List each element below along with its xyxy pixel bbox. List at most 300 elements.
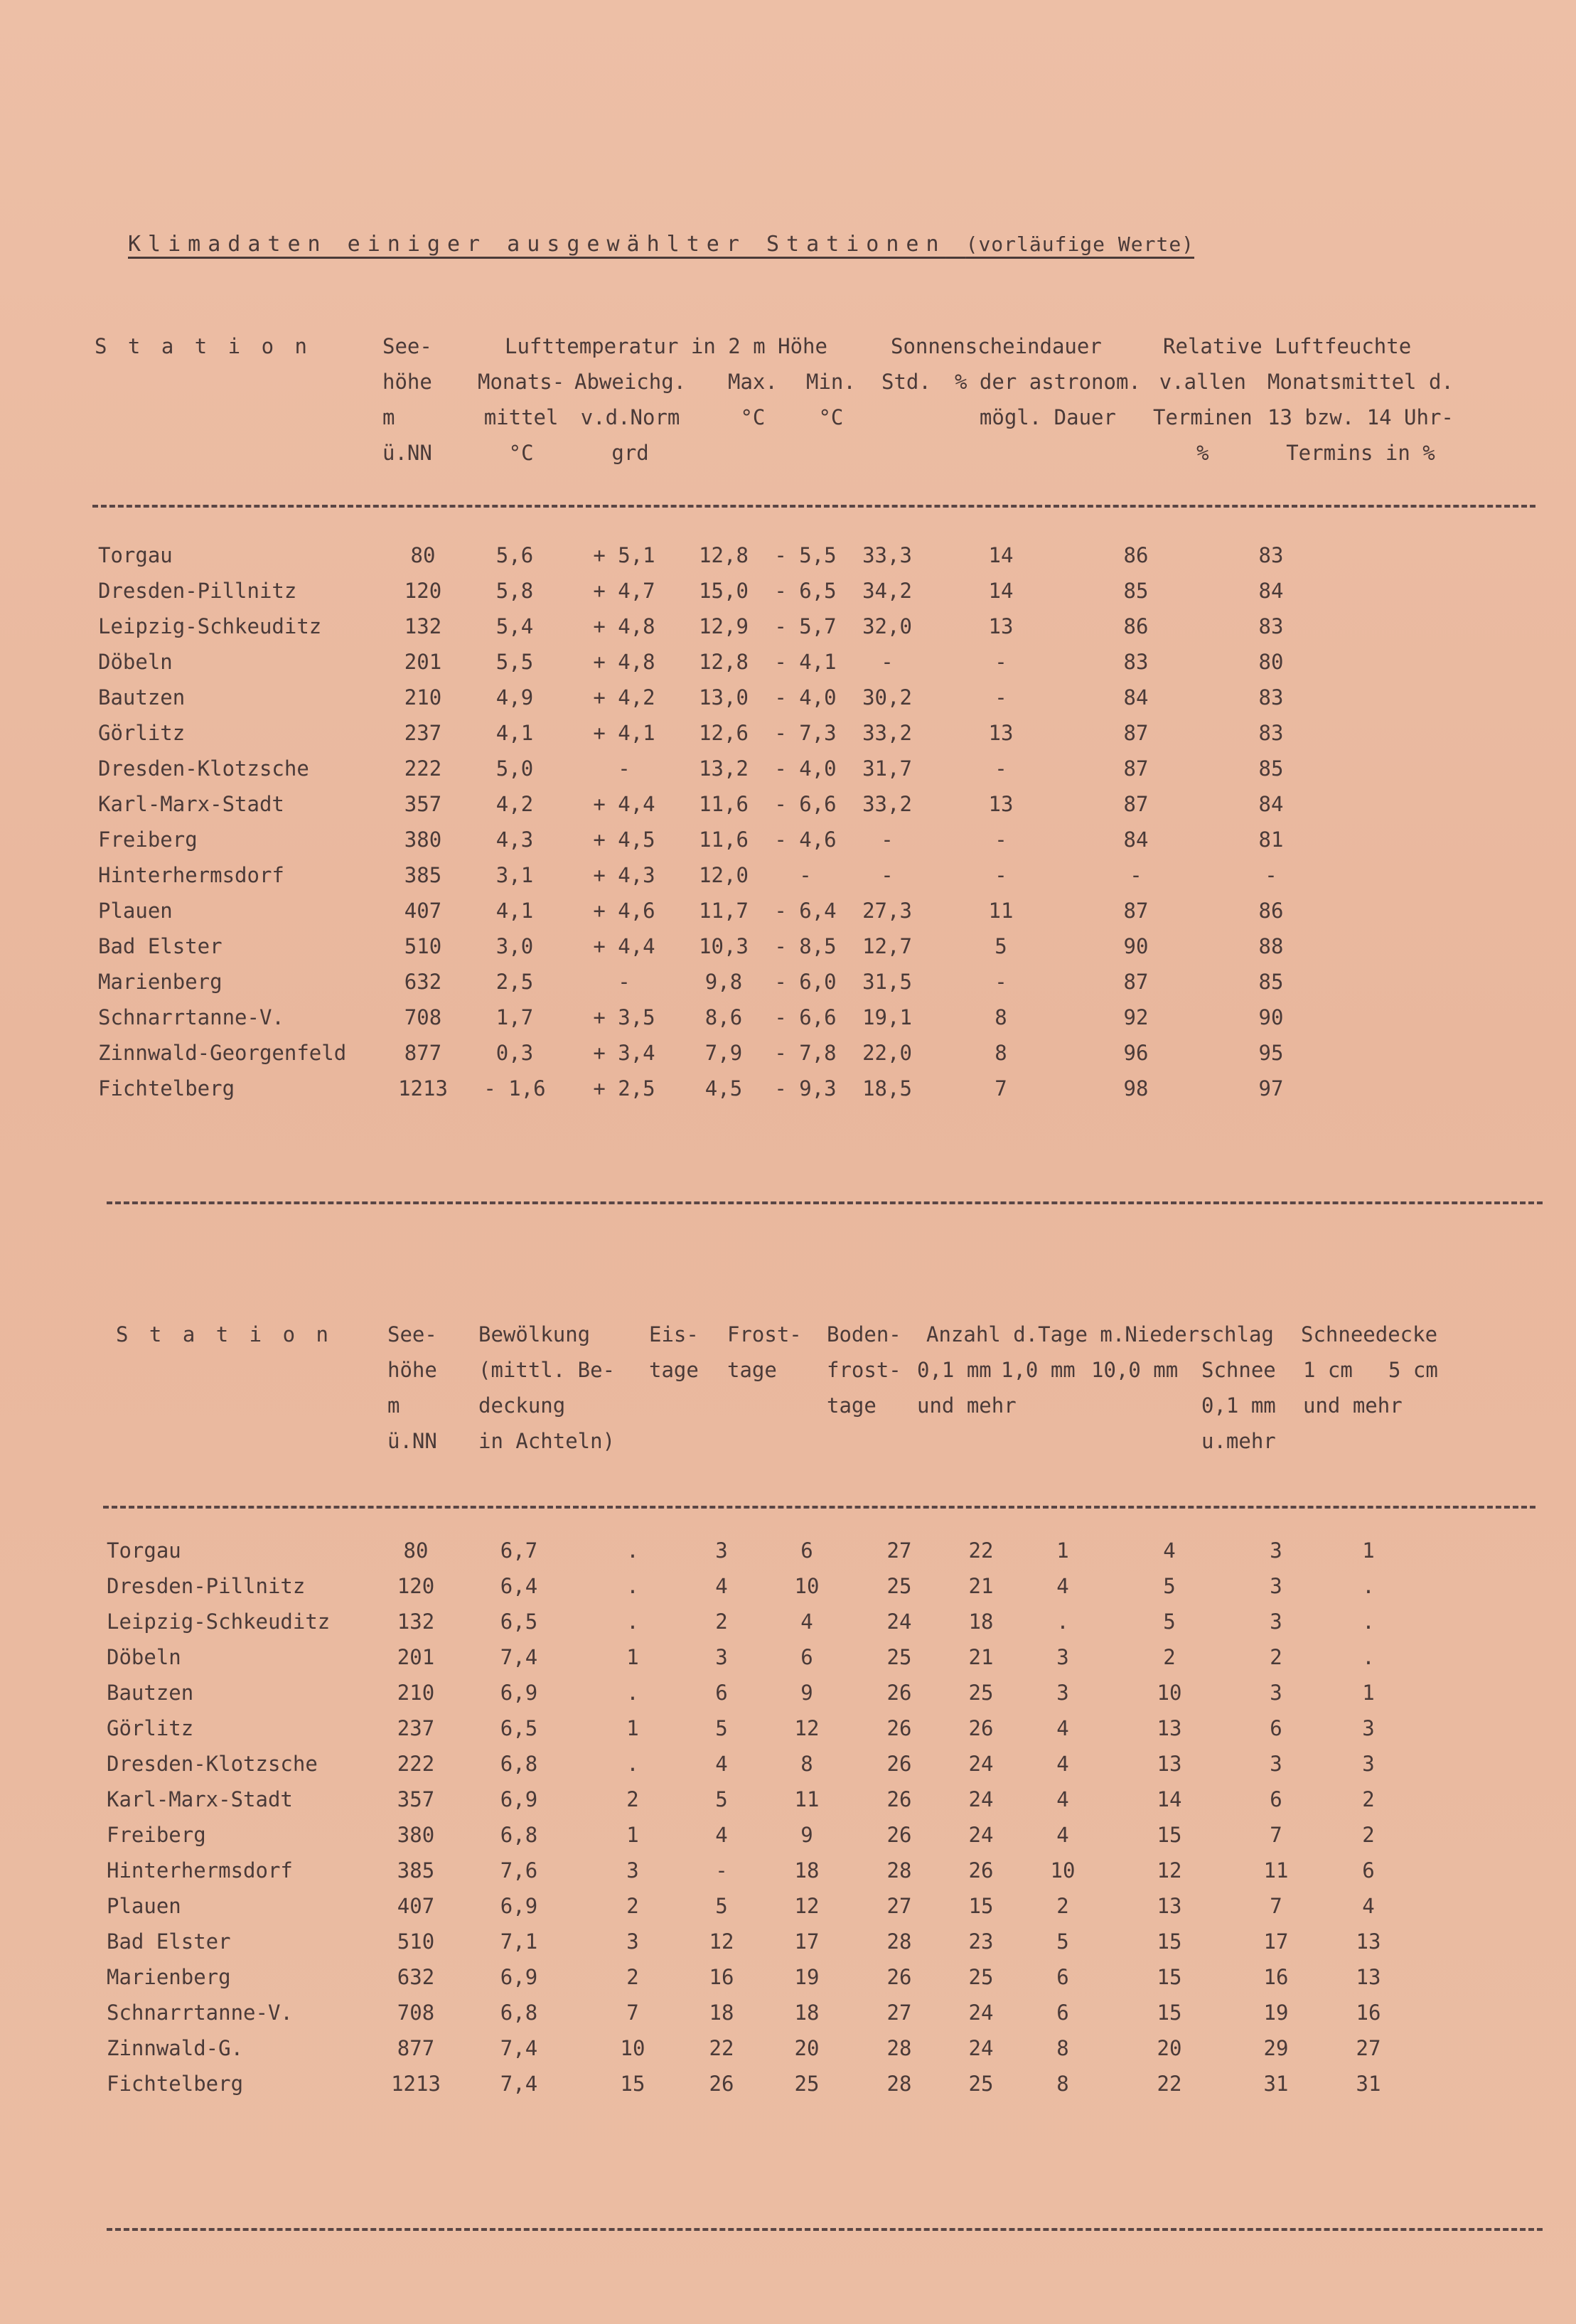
cell: 27,3 — [862, 899, 912, 923]
cell: - — [995, 650, 1007, 674]
cell: - 5,7 — [774, 614, 837, 638]
station-name: Karl-Marx-Stadt — [98, 792, 284, 816]
cell: 25 — [968, 2072, 994, 2096]
t2-h-sd-1: 1 cm und mehr — [1303, 1358, 1403, 1418]
cell: 87 — [1123, 792, 1149, 816]
station-name: Dresden-Klotzsche — [107, 1752, 318, 1776]
cell: 7,6 — [500, 1858, 538, 1883]
station-name: Hinterhermsdorf — [107, 1858, 293, 1883]
cell: 19 — [794, 1965, 820, 1989]
cell: 120 — [397, 1574, 435, 1598]
station-name: Dresden-Pillnitz — [107, 1574, 306, 1598]
cell: + 2,5 — [593, 1076, 655, 1101]
cell: - — [995, 970, 1007, 994]
station-name: Plauen — [107, 1894, 181, 1918]
section-separator — [107, 1201, 1543, 1204]
cell: 96 — [1123, 1041, 1149, 1065]
cell: 380 — [397, 1823, 435, 1847]
cell: - 4,0 — [774, 685, 837, 709]
cell: 0,3 — [495, 1041, 534, 1065]
station-name: Torgau — [98, 543, 173, 567]
cell: - 6,4 — [774, 899, 837, 923]
cell: 24 — [968, 2001, 994, 2025]
cell: 85 — [1258, 970, 1284, 994]
cell: 3 — [626, 1929, 639, 1954]
cell: 5,0 — [495, 756, 534, 781]
cell: 407 — [397, 1894, 435, 1918]
cell: 3 — [715, 1538, 728, 1563]
t2-h-schneedecke: Schneedecke — [1301, 1322, 1438, 1346]
cell: 13 — [1356, 1965, 1381, 1989]
cell: 33,2 — [862, 792, 912, 816]
station-name: Bautzen — [107, 1681, 194, 1705]
cell: + 5,1 — [593, 543, 655, 567]
station-name: Dresden-Klotzsche — [98, 756, 309, 781]
cell: + 4,5 — [593, 828, 655, 852]
cell: 25 — [886, 1574, 912, 1598]
station-name: Fichtelberg — [98, 1076, 235, 1101]
cell: 80 — [1258, 650, 1284, 674]
t2-h-bodenfrost: Boden- frost- tage — [827, 1322, 901, 1418]
cell: 87 — [1123, 899, 1149, 923]
cell: 81 — [1258, 828, 1284, 852]
cell: 97 — [1258, 1076, 1284, 1101]
cell: 90 — [1258, 1005, 1284, 1029]
t2-h-ns-schnee: Schnee 0,1 mm u.mehr — [1201, 1358, 1276, 1453]
cell: 4 — [1056, 1752, 1069, 1776]
cell: 3 — [1270, 1610, 1282, 1634]
cell: 1 — [1362, 1538, 1375, 1563]
cell: 5 — [1163, 1574, 1176, 1598]
station-name: Döbeln — [107, 1645, 181, 1669]
cell: 6,7 — [500, 1538, 538, 1563]
station-name: Görlitz — [98, 721, 186, 745]
cell: 3 — [1270, 1574, 1282, 1598]
cell: 10 — [620, 2036, 645, 2060]
station-name: Bad Elster — [107, 1929, 231, 1954]
cell: - — [618, 970, 631, 994]
cell: 83 — [1258, 614, 1284, 638]
cell: 13 — [1157, 1752, 1182, 1776]
table-row — [98, 644, 1342, 680]
station-name: Schnarrtanne-V. — [107, 2001, 293, 2025]
cell: 5,4 — [495, 614, 534, 638]
cell: . — [626, 1610, 639, 1634]
station-name: Freiberg — [98, 828, 198, 852]
cell: 11,7 — [699, 899, 749, 923]
table-row — [98, 680, 1342, 715]
cell: 7 — [1270, 1894, 1282, 1918]
cell: - — [995, 685, 1007, 709]
cell: 3 — [1270, 1681, 1282, 1705]
cell: 5 — [715, 1716, 728, 1740]
cell: 6,5 — [500, 1610, 538, 1634]
cell: 6 — [715, 1681, 728, 1705]
cell: 4 — [715, 1574, 728, 1598]
cell: - — [881, 828, 894, 852]
cell: + 4,4 — [593, 934, 655, 958]
cell: + 3,5 — [593, 1005, 655, 1029]
cell: 11 — [988, 899, 1014, 923]
station-name: Fichtelberg — [107, 2072, 244, 2096]
cell: 11 — [1263, 1858, 1289, 1883]
cell: 4,5 — [704, 1076, 743, 1101]
cell: + 4,8 — [593, 614, 655, 638]
cell: 877 — [397, 2036, 435, 2060]
cell: 8,6 — [704, 1005, 743, 1029]
cell: 10 — [1157, 1681, 1182, 1705]
cell: 28 — [886, 1929, 912, 1954]
cell: - — [1130, 863, 1142, 887]
cell: 25 — [968, 1681, 994, 1705]
cell: 1213 — [398, 1076, 448, 1101]
t1-h-monatsmittel: Monats- mittel °C — [478, 370, 565, 465]
cell: 201 — [404, 650, 442, 674]
cell: 15 — [1157, 1965, 1182, 1989]
cell: 12,7 — [862, 934, 912, 958]
cell: 4,9 — [495, 685, 534, 709]
cell: . — [1056, 1610, 1069, 1634]
cell: 28 — [886, 1858, 912, 1883]
cell: 2 — [626, 1894, 639, 1918]
t1-h-sonnenschein: Sonnenscheindauer — [891, 334, 1102, 358]
cell: 7 — [626, 2001, 639, 2025]
cell: 26 — [886, 1716, 912, 1740]
t1-h-seehoehe: See- höhe m ü.NN — [382, 334, 432, 465]
cell: 6 — [800, 1538, 813, 1563]
cell: 877 — [404, 1041, 442, 1065]
cell: 26 — [886, 1787, 912, 1811]
table1-divider — [92, 505, 1535, 508]
cell: 6,9 — [500, 1681, 538, 1705]
cell: 5 — [995, 934, 1007, 958]
cell: 31 — [1356, 2072, 1381, 2096]
cell: 18,5 — [862, 1076, 912, 1101]
table-row — [107, 1782, 1415, 1817]
table-row — [98, 1071, 1342, 1106]
station-name: Leipzig-Schkeuditz — [107, 1610, 331, 1634]
cell: 19 — [1263, 2001, 1289, 2025]
cell: 1 — [626, 1823, 639, 1847]
cell: 9 — [800, 1823, 813, 1847]
cell: 11,6 — [699, 792, 749, 816]
cell: 7,1 — [500, 1929, 538, 1954]
cell: 33,3 — [862, 543, 912, 567]
cell: 5,8 — [495, 579, 534, 603]
cell: 31,7 — [862, 756, 912, 781]
t1-h-max: Max. °C — [728, 370, 778, 429]
station-name: Torgau — [107, 1538, 181, 1563]
table-row — [107, 1533, 1415, 1568]
cell: 2 — [1362, 1787, 1375, 1811]
cell: + 4,8 — [593, 650, 655, 674]
cell: - 5,5 — [774, 543, 837, 567]
cell: 4,2 — [495, 792, 534, 816]
t1-h-v-allen: v.allen Terminen % — [1153, 370, 1253, 465]
cell: 2 — [715, 1610, 728, 1634]
station-name: Zinnwald-G. — [107, 2036, 244, 2060]
title-text: Klimadaten einiger ausgewählter Stationen — [128, 232, 946, 257]
cell: 5 — [1163, 1610, 1176, 1634]
cell: 21 — [968, 1574, 994, 1598]
cell: 5 — [1056, 1929, 1069, 1954]
station-name: Zinnwald-Georgenfeld — [98, 1041, 347, 1065]
cell: 8 — [1056, 2072, 1069, 2096]
cell: 24 — [968, 1823, 994, 1847]
cell: 13 — [1356, 1929, 1381, 1954]
cell: 8 — [800, 1752, 813, 1776]
cell: 24 — [886, 1610, 912, 1634]
cell: 6,9 — [500, 1965, 538, 1989]
cell: 28 — [886, 2072, 912, 2096]
cell: 5,5 — [495, 650, 534, 674]
table-row — [107, 1959, 1415, 1995]
cell: 15,0 — [699, 579, 749, 603]
table2-divider — [103, 1506, 1535, 1509]
cell: 407 — [404, 899, 442, 923]
cell: + 4,1 — [593, 721, 655, 745]
cell: 86 — [1258, 899, 1284, 923]
cell: 2,5 — [495, 970, 534, 994]
table-row — [98, 857, 1342, 893]
cell: 27 — [886, 2001, 912, 2025]
cell: 237 — [404, 721, 442, 745]
cell: 210 — [397, 1681, 435, 1705]
cell: 4 — [1163, 1538, 1176, 1563]
cell: 11 — [794, 1787, 820, 1811]
cell: 8 — [995, 1005, 1007, 1029]
cell: 80 — [403, 1538, 429, 1563]
cell: 5 — [715, 1894, 728, 1918]
t2-h-ns-10: 1,0 mm — [1001, 1358, 1076, 1382]
cell: 1,7 — [495, 1005, 534, 1029]
station-name: Dresden-Pillnitz — [98, 579, 297, 603]
cell: 132 — [397, 1610, 435, 1634]
t2-h-seehoehe: See- höhe m ü.NN — [387, 1322, 437, 1453]
cell: + 4,4 — [593, 792, 655, 816]
cell: 86 — [1123, 614, 1149, 638]
t2-h-ns-100: 10,0 mm — [1091, 1358, 1179, 1382]
cell: 510 — [397, 1929, 435, 1954]
cell: . — [1362, 1610, 1375, 1634]
cell: 3 — [715, 1645, 728, 1669]
cell: 10 — [1050, 1858, 1076, 1883]
table-row — [98, 1035, 1342, 1071]
table-row — [98, 822, 1342, 857]
cell: 210 — [404, 685, 442, 709]
cell: - 7,8 — [774, 1041, 837, 1065]
cell: . — [626, 1681, 639, 1705]
cell: 6 — [1270, 1716, 1282, 1740]
cell: 13,0 — [699, 685, 749, 709]
cell: 708 — [404, 1005, 442, 1029]
cell: 1 — [626, 1645, 639, 1669]
cell: 22,0 — [862, 1041, 912, 1065]
cell: 90 — [1123, 934, 1149, 958]
cell: 13 — [988, 721, 1014, 745]
cell: 85 — [1123, 579, 1149, 603]
station-name: Marienberg — [98, 970, 223, 994]
cell: 7,4 — [500, 2036, 538, 2060]
cell: 18 — [709, 2001, 734, 2025]
cell: 32,0 — [862, 614, 912, 638]
cell: 83 — [1258, 543, 1284, 567]
cell: 27 — [886, 1538, 912, 1563]
cell: 2 — [626, 1787, 639, 1811]
cell: 7 — [1270, 1823, 1282, 1847]
table-row — [98, 928, 1342, 964]
cell: 9 — [800, 1681, 813, 1705]
cell: 25 — [886, 1645, 912, 1669]
cell: 632 — [404, 970, 442, 994]
cell: 7,4 — [500, 1645, 538, 1669]
cell: 3 — [1056, 1681, 1069, 1705]
cell: . — [626, 1538, 639, 1563]
table-row — [107, 1604, 1415, 1639]
cell: 6 — [1056, 2001, 1069, 2025]
cell: . — [1362, 1574, 1375, 1598]
table-row — [107, 1924, 1415, 1959]
cell: 88 — [1258, 934, 1284, 958]
cell: - — [881, 650, 894, 674]
cell: 87 — [1123, 721, 1149, 745]
cell: - 6,6 — [774, 792, 837, 816]
cell: 26 — [886, 1681, 912, 1705]
cell: 18 — [794, 2001, 820, 2025]
station-name: Schnarrtanne-V. — [98, 1005, 284, 1029]
cell: 15 — [1157, 2001, 1182, 2025]
cell: 86 — [1123, 543, 1149, 567]
cell: 3 — [1270, 1752, 1282, 1776]
cell: 11,6 — [699, 828, 749, 852]
cell: 22 — [1157, 2072, 1182, 2096]
cell: 8 — [1056, 2036, 1069, 2060]
cell: 14 — [988, 579, 1014, 603]
cell: 14 — [1157, 1787, 1182, 1811]
cell: 33,2 — [862, 721, 912, 745]
cell: 222 — [404, 756, 442, 781]
footer-separator — [107, 2228, 1543, 2231]
cell: - 7,3 — [774, 721, 837, 745]
cell: - 4,1 — [774, 650, 837, 674]
cell: 25 — [968, 1965, 994, 1989]
cell: 16 — [1263, 1965, 1289, 1989]
table-row — [107, 1746, 1415, 1782]
cell: 25 — [794, 2072, 820, 2096]
cell: 26 — [709, 2072, 734, 2096]
cell: 6 — [800, 1645, 813, 1669]
cell: 4,1 — [495, 721, 534, 745]
cell: 13 — [988, 792, 1014, 816]
cell: - 6,0 — [774, 970, 837, 994]
cell: 3 — [1270, 1538, 1282, 1563]
cell: 28 — [886, 2036, 912, 2060]
cell: 385 — [404, 863, 442, 887]
t2-h-station: S t a t i o n — [116, 1322, 333, 1346]
cell: 1 — [626, 1716, 639, 1740]
cell: 6 — [1056, 1965, 1069, 1989]
cell: 120 — [404, 579, 442, 603]
cell: 3 — [626, 1858, 639, 1883]
cell: 83 — [1123, 650, 1149, 674]
cell: 1 — [1362, 1681, 1375, 1705]
cell: 3,0 — [495, 934, 534, 958]
table-row — [107, 1710, 1415, 1746]
cell: 31 — [1263, 2072, 1289, 2096]
station-name: Plauen — [98, 899, 173, 923]
cell: 385 — [397, 1858, 435, 1883]
cell: 85 — [1258, 756, 1284, 781]
cell: 201 — [397, 1645, 435, 1669]
cell: - 4,0 — [774, 756, 837, 781]
table-row — [107, 1995, 1415, 2030]
cell: 10 — [794, 1574, 820, 1598]
cell: - — [881, 863, 894, 887]
cell: 84 — [1123, 685, 1149, 709]
cell: - — [1265, 863, 1277, 887]
cell: 26 — [968, 1716, 994, 1740]
cell: 84 — [1123, 828, 1149, 852]
cell: 4 — [1056, 1823, 1069, 1847]
cell: 16 — [1356, 2001, 1381, 2025]
station-name: Görlitz — [107, 1716, 194, 1740]
cell: 6 — [1362, 1858, 1375, 1883]
cell: 27 — [1356, 2036, 1381, 2060]
cell: 15 — [1157, 1929, 1182, 1954]
table-row — [107, 1853, 1415, 1888]
title-note: (vorläufige Werte) — [965, 232, 1195, 256]
cell: 13,2 — [699, 756, 749, 781]
cell: 24 — [968, 2036, 994, 2060]
cell: 4,1 — [495, 899, 534, 923]
station-name: Leipzig-Schkeuditz — [98, 614, 322, 638]
cell: 7,9 — [704, 1041, 743, 1065]
cell: 3,1 — [495, 863, 534, 887]
table-row — [98, 715, 1342, 751]
cell: 26 — [886, 1965, 912, 1989]
cell: 4 — [800, 1610, 813, 1634]
table-row — [107, 2030, 1415, 2066]
cell: 29 — [1263, 2036, 1289, 2060]
cell: - — [995, 756, 1007, 781]
cell: 13 — [988, 614, 1014, 638]
cell: 13 — [1157, 1894, 1182, 1918]
cell: - 6,5 — [774, 579, 837, 603]
cell: 12,9 — [699, 614, 749, 638]
cell: 132 — [404, 614, 442, 638]
cell: 27 — [886, 1894, 912, 1918]
t1-h-rel-feuchte: Relative Luftfeuchte — [1163, 334, 1412, 358]
table-row — [98, 964, 1342, 1000]
table-row — [98, 751, 1342, 786]
cell: 237 — [397, 1716, 435, 1740]
cell: 3 — [1056, 1645, 1069, 1669]
table-row — [107, 2066, 1415, 2101]
cell: 3 — [1362, 1716, 1375, 1740]
cell: - 4,6 — [774, 828, 837, 852]
cell: 24 — [968, 1787, 994, 1811]
cell: - — [995, 828, 1007, 852]
table1-body — [98, 537, 1342, 1106]
cell: 16 — [709, 1965, 734, 1989]
cell: 12 — [794, 1894, 820, 1918]
station-name: Hinterhermsdorf — [98, 863, 284, 887]
cell: 13 — [1157, 1716, 1182, 1740]
cell: 6,8 — [500, 1752, 538, 1776]
cell: - 8,5 — [774, 934, 837, 958]
cell: 84 — [1258, 579, 1284, 603]
cell: - — [995, 863, 1007, 887]
